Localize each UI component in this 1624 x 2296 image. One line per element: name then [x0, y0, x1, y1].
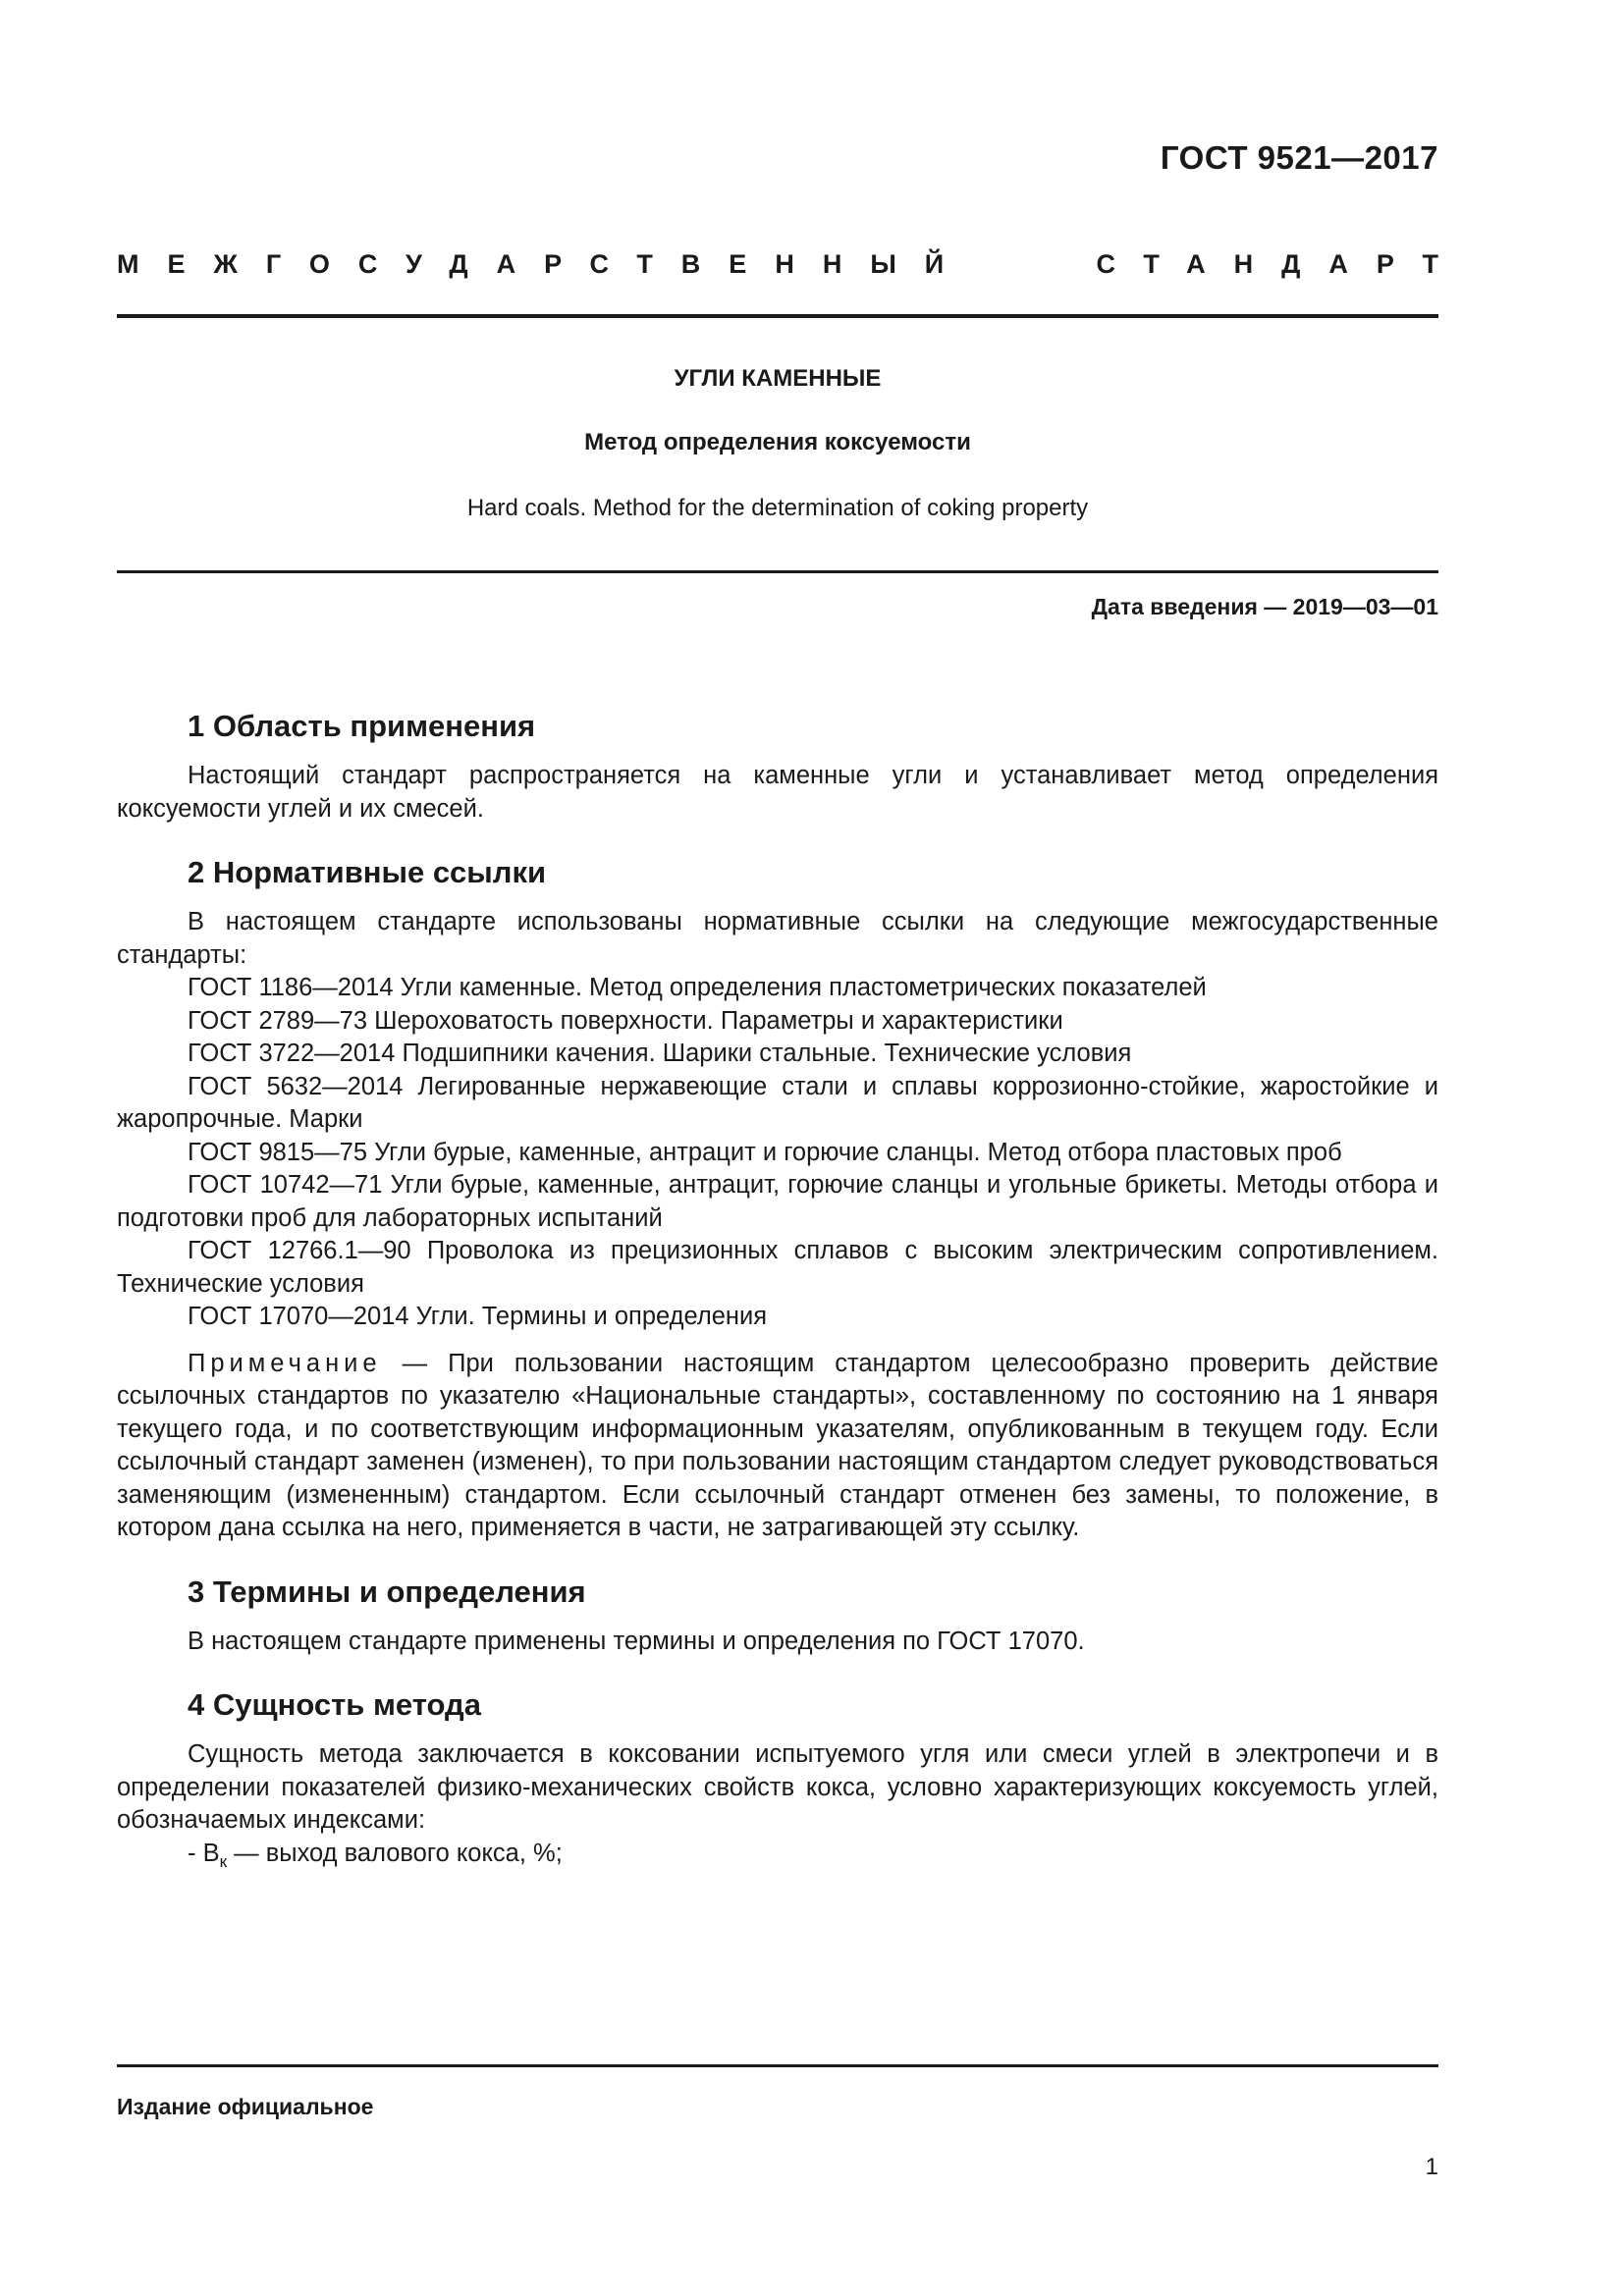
- introduction-date: Дата введения — 2019—03—01: [1091, 594, 1438, 619]
- banner-word-interstate: МЕЖГОСУДАРСТВЕННЫЙ: [117, 249, 973, 279]
- section-method-text: Сущность метода заключается в коксовании испытуемого угля или смеси углей в электропечи и в определении показателей физико-механических свойств кокса, условно характеризующих коксуемость углей, обозначаемых индексами:: [117, 1740, 1438, 1834]
- interstate-standard-banner: [117, 249, 1467, 280]
- note-label: Примечание: [188, 1349, 382, 1377]
- ref-item: ГОСТ 2789—73 Шероховатость поверхности. Параметры и характеристики: [188, 1006, 1063, 1035]
- note-text: — При пользовании настоящим стандартом целесообразно проверить действие ссылочных стандартов по указателю «Национальные стандарты», составленному по состоянию на 1 января текущего года, и по соответствующим информационным указателям, опубликованным в текущем году. Если ссылочный стандарт заменен (изменен), то при пользовании настоящим стандартом следует руководствоваться заменяющим (измененным) стандартом. Если ссылочный стандарт отменен без замены, то положение, в котором дана ссылка на него, применяется в части, не затрагивающей эту ссылку.: [117, 1349, 1438, 1541]
- footer-divider: [117, 2064, 1438, 2067]
- ref-item: ГОСТ 1186—2014 Угли каменные. Метод определения пластометрических показателей: [188, 974, 1207, 1001]
- banner-word-standard: СТАНДАРТ: [1096, 249, 1467, 279]
- title-divider: [117, 570, 1438, 573]
- section-heading-terms: 3 Термины и определения: [188, 1574, 586, 1609]
- document-title-english: Hard coals. Method for the determination of coking property: [466, 495, 1089, 521]
- ref-item: ГОСТ 12766.1—90 Проволока из прецизионных сплавов с высоким электрическим сопротивлением. Технические условия: [117, 1237, 1438, 1298]
- header-divider: [117, 314, 1438, 318]
- section-heading-scope: 1 Область применения: [188, 709, 536, 743]
- section-refs-note: [117, 1348, 1438, 1545]
- ref-item: ГОСТ 17070—2014 Угли. Термины и определения: [188, 1303, 768, 1330]
- ref-item: ГОСТ 5632—2014 Легированные нержавеющие стали и сплавы коррозионно-стойкие, жаростойкие и жаропрочные. Марки: [117, 1072, 1438, 1133]
- document-id: ГОСТ 9521—2017: [1160, 139, 1438, 176]
- ref-item: ГОСТ 9815—75 Угли бурые, каменные, антрацит и горючие сланцы. Метод отбора пластовых проб: [188, 1138, 1342, 1166]
- section-heading-method-essence: 4 Сущность метода: [188, 1687, 481, 1722]
- section-heading-normative-refs: 2 Нормативные ссылки: [188, 855, 547, 889]
- page-number: 1: [1425, 2154, 1438, 2180]
- document-subtitle: Метод определения коксуемости: [584, 429, 971, 455]
- document-title: УГЛИ КАМЕННЫЕ: [674, 365, 882, 392]
- index-symbol: - В: [188, 1839, 220, 1867]
- document-body: [117, 707, 1438, 1878]
- index-subscript: к: [219, 1851, 228, 1871]
- section-scope-text: Настоящий стандарт распространяется на каменные угли и устанавливает метод определения коксуемости углей и их смесей.: [117, 762, 1438, 823]
- ref-item: ГОСТ 3722—2014 Подшипники качения. Шарики стальные. Технические условия: [188, 1040, 1132, 1067]
- official-edition-label: Издание официальное: [117, 2094, 374, 2119]
- method-index-item: [117, 1838, 1438, 1879]
- ref-item: ГОСТ 10742—71 Угли бурые, каменные, антрацит, горючие сланцы и угольные брикеты. Методы отбора и подготовки проб для лабораторных испытаний: [117, 1171, 1438, 1232]
- section-refs-intro: В настоящем стандарте использованы нормативные ссылки на следующие межгосударственные стандарты:: [117, 908, 1438, 969]
- section-terms-text: В настоящем стандарте применены термины и определения по ГОСТ 17070.: [188, 1627, 1085, 1655]
- index-description: — выход валового кокса, %;: [227, 1839, 563, 1867]
